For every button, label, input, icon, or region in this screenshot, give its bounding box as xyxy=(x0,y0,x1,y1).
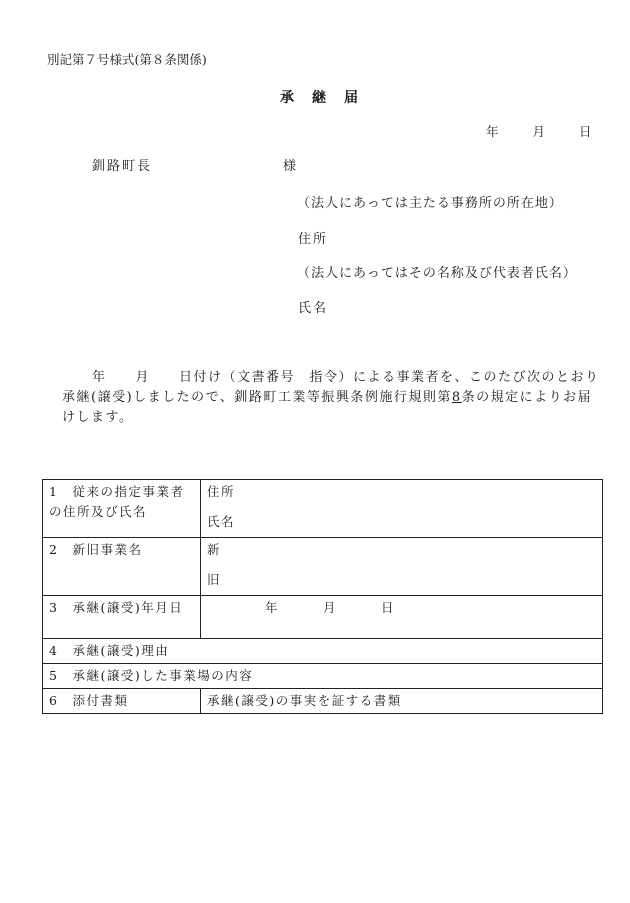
row-label: 1 従来の指定事業者の住所及び氏名 xyxy=(43,480,201,538)
address-note: （法人にあっては主たる事務所の所在地） xyxy=(297,196,563,211)
table-row xyxy=(43,480,603,538)
date-year: 年 xyxy=(486,124,499,139)
addressee-honorific: 様 xyxy=(283,159,297,174)
body-text-1: 年 月 日付け（文書番号 指令）による事業者を、このたび次のとおり承継(譲受)しましたので、釧路町工業等振興条例施行規則第 xyxy=(62,370,600,405)
succession-day: 日 xyxy=(381,600,396,615)
row-label: 2 新旧事業名 xyxy=(43,538,201,596)
old-name-label: 旧 xyxy=(207,572,222,587)
succession-year: 年 xyxy=(265,600,280,615)
table-row xyxy=(43,639,603,664)
body-text-2: 条の規定によりお届けします。 xyxy=(62,390,593,425)
date-day: 日 xyxy=(579,124,592,139)
form-number: 別記第７号様式(第８条関係) xyxy=(47,52,207,67)
name-field-label: 氏名 xyxy=(207,514,236,529)
row-label: 4 承継(譲受)理由 xyxy=(43,639,603,664)
article-number: 8 xyxy=(451,390,462,405)
table-row xyxy=(43,538,603,596)
row-label: 3 承継(譲受)年月日 xyxy=(43,596,201,639)
body-paragraph xyxy=(62,368,602,428)
table-row xyxy=(43,689,603,714)
succession-month: 月 xyxy=(323,600,338,615)
date-month: 月 xyxy=(532,124,546,139)
row-value xyxy=(201,596,603,639)
row-value xyxy=(201,538,603,596)
address-label: 住所 xyxy=(298,232,329,247)
table-row xyxy=(43,664,603,689)
submission-date xyxy=(486,122,592,140)
table-row xyxy=(43,596,603,639)
row-value: 承継(譲受)の事実を証する書類 xyxy=(201,689,603,714)
address-field-label: 住所 xyxy=(207,484,236,499)
name-note: （法人にあってはその名称及び代表者氏名） xyxy=(297,266,577,281)
row-label: 5 承継(譲受)した事業場の内容 xyxy=(43,664,603,689)
row-label: 6 添付書類 xyxy=(43,689,201,714)
new-name-label: 新 xyxy=(207,542,222,557)
details-table xyxy=(42,479,603,714)
document-title: 承 継 届 xyxy=(280,90,360,106)
name-label: 氏名 xyxy=(298,301,329,316)
row-value xyxy=(201,480,603,538)
addressee-name: 釧路町長 xyxy=(92,159,153,174)
